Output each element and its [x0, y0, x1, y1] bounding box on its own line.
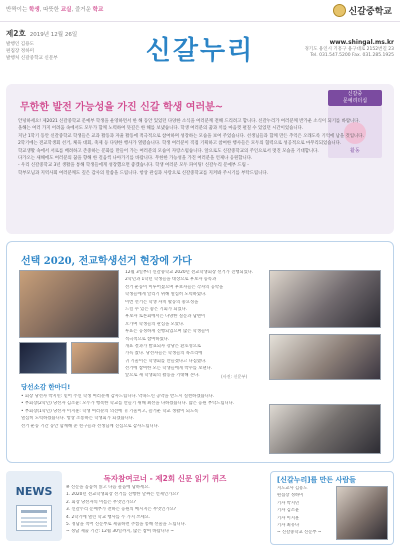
greeting-line: 다가오는 새해에도 여러분의 꿈을 향해 한 걸음씩 나아가기를 바랍니다. 무한한 가능성을 가진 여러분을 언제나 응원합니다. [18, 155, 253, 161]
newspaper-icon [16, 505, 52, 531]
students-group-photo [269, 270, 381, 328]
staff-line: 지도교사 김용도 [277, 486, 308, 491]
school-label: 신갈중학교 [348, 7, 392, 17]
candidate-photo [71, 342, 119, 374]
slogan-mid: , 따뜻한 [39, 7, 60, 13]
remark-line: 열심히 노력하겠습니다. 항상 소통하는 학생회가 되겠습니다. [21, 416, 135, 422]
greeting-line: 올해는 여러 가지 어려움 속에서도 모두가 함께 노력하여 뜻깊은 한 해를 보냈습니다. 학생 여러분의 꿈과 끼를 마음껏 펼칠 수 있었던 시간이었습니다. [18, 126, 304, 132]
greeting-line: 2학기에는 전교학생회 선거, 체육 대회, 축제 등 다양한 행사가 열렸습니다. 학생 여러분이 직접 기획하고 참여한 행사들은 모두의 협력으로 성공적으로 마무리되었습니다. [18, 141, 342, 147]
student-council-photo [269, 334, 381, 380]
election-poster-photo [19, 270, 119, 338]
slogan-prefix: 반짝이는 [6, 7, 28, 13]
quiz-line: ※ 신문을 꼼꼼히 읽고 다음 물음에 답하세요. [66, 485, 150, 490]
remark-line: • 회장 당선자 박지민: 믿어 주신 학생 여러분께 감사드립니다. 약속드린 공약을 반드시 실천하겠습니다. [21, 394, 215, 399]
election-line: 2학년과 1학년 학생들을 대상으로 후보자 등록과 [125, 277, 217, 283]
staff-line: 기자 최유나 [277, 522, 300, 528]
election-line: 선거에 참여한 모든 학생들에게 박수를 보낸다. [125, 366, 213, 372]
editor: 편집장 정하미 [6, 49, 35, 54]
greeting-line: - 우리 신갈중학교 3년 생활을 통해 학생들에게 성장했으면 좋겠습니다. 학생 여러분 모두 파이팅! 신갈누리 문예부 드림 - [18, 163, 249, 169]
school-emblem-icon [333, 4, 346, 17]
address: 경기도 용인시 기흥구 용구대로 2152번길 23 [304, 46, 394, 52]
staff-line: ~ 신갈중학교 신문부 ~ [277, 530, 322, 536]
section-badge [328, 90, 382, 106]
election-line: 투표는 공정하게 진행되었으며 많은 학생들이 [125, 329, 210, 335]
remark-line: • 부회장(1학년) 당선자 이지훈: 학생 여러분의 의견에 귀 기울이고, 즐거운 학교 생활이 되도록 [21, 408, 199, 414]
quiz-title: 독자참여코너 - 제2회 신문 읽기 퀴즈 [103, 474, 227, 483]
contact-info [304, 40, 394, 60]
reader-quiz [66, 471, 264, 545]
newsletter-title: 신갈누리 [145, 36, 255, 66]
election-line: 느낄 수 있는 좋은 기회가 되었다. [125, 306, 188, 312]
school-name [333, 4, 392, 17]
staff-group-photo [336, 486, 388, 540]
slogan [6, 5, 103, 13]
staff-line: 기자 김소윤 [277, 508, 300, 514]
slogan-mid-2: , 즐거운 [71, 7, 91, 13]
election-line: 개표 결과가 발표되자 강당은 환호성으로 [125, 343, 202, 349]
slogan-highlight-3: 학교 [92, 7, 104, 13]
slogan-highlight-2: 교실 [60, 7, 72, 13]
greeting-line: 안녕하세요! 제2021 신갈중학교 문예부 학생을 운영하면서 한 해 동안 있었던 다양한 소식을 여러분께 전해 드리려고 합니다. 신갈누리가 여러분께 반가운 소식이 되기를 바랍니다. [18, 119, 360, 124]
quiz-line: 3. 신갈누리 문예부가 전하는 응원의 메시지는 무엇인가요? [66, 507, 177, 513]
badge-line-1: 신갈중 [347, 91, 363, 97]
publisher: 발행인 김용도 [6, 42, 35, 47]
election-line: 선거 운동이 이루어졌으며 후보자들은 각자의 공약을 [125, 284, 224, 290]
election-line: 학생들에게 알리기 위해 열심히 노력하였다. [125, 292, 207, 298]
quiz-line: 2. 회장 당선자의 이름은 무엇인가요? [66, 499, 136, 505]
election-stage-photo [19, 342, 67, 374]
quiz-line: 1. 2020년 전교학생회장 선거를 진행한 날짜는 언제인가요? [66, 492, 179, 498]
staff-line: 기자 박지민 [277, 500, 300, 506]
election-article [6, 241, 394, 463]
election-line: 가득 찼다. 당선자들은 학생들의 목소리에 [125, 351, 203, 357]
ballot-photo [269, 404, 381, 454]
staff-box [270, 471, 394, 545]
quiz-line: 4. 2학기에 열린 학교 행사를 두 가지 쓰세요. [66, 514, 151, 520]
quiz-questions [66, 485, 264, 537]
election-line: 앞으로 새 학생회의 활동을 기대해 본다. [125, 373, 200, 379]
election-line: 귀 기울이는 학생회를 만들겠다고 다짐했다. [125, 358, 207, 364]
news-label: NEWS [15, 485, 53, 498]
staff-list [277, 486, 335, 538]
phone-fax: Tel. 031.547.5200 Fax. 031.285.1925 [310, 53, 394, 58]
badge-line-3: 활동 [350, 148, 360, 154]
election-line: 후보자 토론회에서는 다양한 질문과 답변이 [125, 314, 206, 320]
publishing-body: 발행처 신갈중학교 신문부 [6, 56, 58, 61]
election-headline: 선택 2020, 전교학생선거 현장에 가다 [21, 256, 192, 267]
quiz-line: 5. 정답을 적어 신문부로 제출하면 추첨을 통해 선물을 드립니다. [66, 521, 187, 527]
election-line: 12월 3일부터 신갈중학교 2020년 전교학생회장 선거가 진행되었다. [125, 270, 254, 275]
remark-line: • 부회장(2학년) 당선자 김소윤: 모두가 행복한 학교를 만들기 위해 최선을 다하겠습니다. 많은 응원 부탁드립니다. [21, 401, 235, 407]
winner-remarks [21, 394, 265, 431]
greeting-headline: 무한한 발전 가능성을 가진 신갈 학생 여러분~ [20, 102, 224, 113]
issue-date: 2019년 12월 26일 [29, 32, 78, 38]
photo-credit: (사진: 신문부) [221, 374, 248, 379]
election-line: 오가며 학생들의 관심을 모았다. [125, 321, 185, 327]
greeting-line: 학교생활 속에서 서로를 배려하고 존중하는 문화를 만들어 가는 여러분의 모습이 자랑스럽습니다. 앞으로도 신갈중학교의 주인으로서 멋진 모습을 기대합니다. [18, 148, 319, 154]
slogan-highlight-1: 학생 [29, 7, 40, 13]
top-strip [0, 0, 400, 22]
website-link[interactable]: www.shingal.ms.kr [329, 39, 394, 46]
election-line: 이번 선거는 학생 자치 활동의 중요성을 [125, 299, 199, 305]
staff-line: 기자 이지훈 [277, 515, 300, 521]
winner-remarks-heading: 당선소감 한마디! [21, 383, 71, 391]
election-line: 적극적으로 참여하였다. [125, 336, 170, 342]
remark-line: 선거 운동 기간 동안 함께해 준 친구들과 선생님께 진심으로 감사드립니다. [21, 423, 160, 429]
greeting-line: 지난 1학기 동안 신갈중학교 학생들은 교과 활동과 자율 활동에 적극적으로 참여하며 성장하는 모습을 보여 주었습니다. 선생님들과 함께 만든 추억은 오래도록 기억에 남을 것입니다. [18, 133, 364, 139]
staff-title: [신갈누리]를 만든 사람들 [277, 476, 356, 484]
staff-line: 편집장 정하미 [277, 493, 304, 499]
news-corner [6, 471, 62, 541]
issue-label: 제2호 [6, 29, 26, 38]
election-body [125, 270, 265, 381]
quiz-line: ~ 정답 제출 기간: 12월 30일까지, 많은 참여 바랍니다 ~ [66, 529, 174, 535]
badge-line-2: 문예리더십 [342, 98, 368, 104]
greeting-body [18, 118, 382, 177]
greeting-article [6, 84, 394, 234]
greeting-line: 학부모님과 지역사회 여러분께도 깊은 감사의 말씀을 드립니다. 항상 관심과 사랑으로 신갈중학교를 지켜봐 주시기를 부탁드립니다. [18, 170, 268, 176]
